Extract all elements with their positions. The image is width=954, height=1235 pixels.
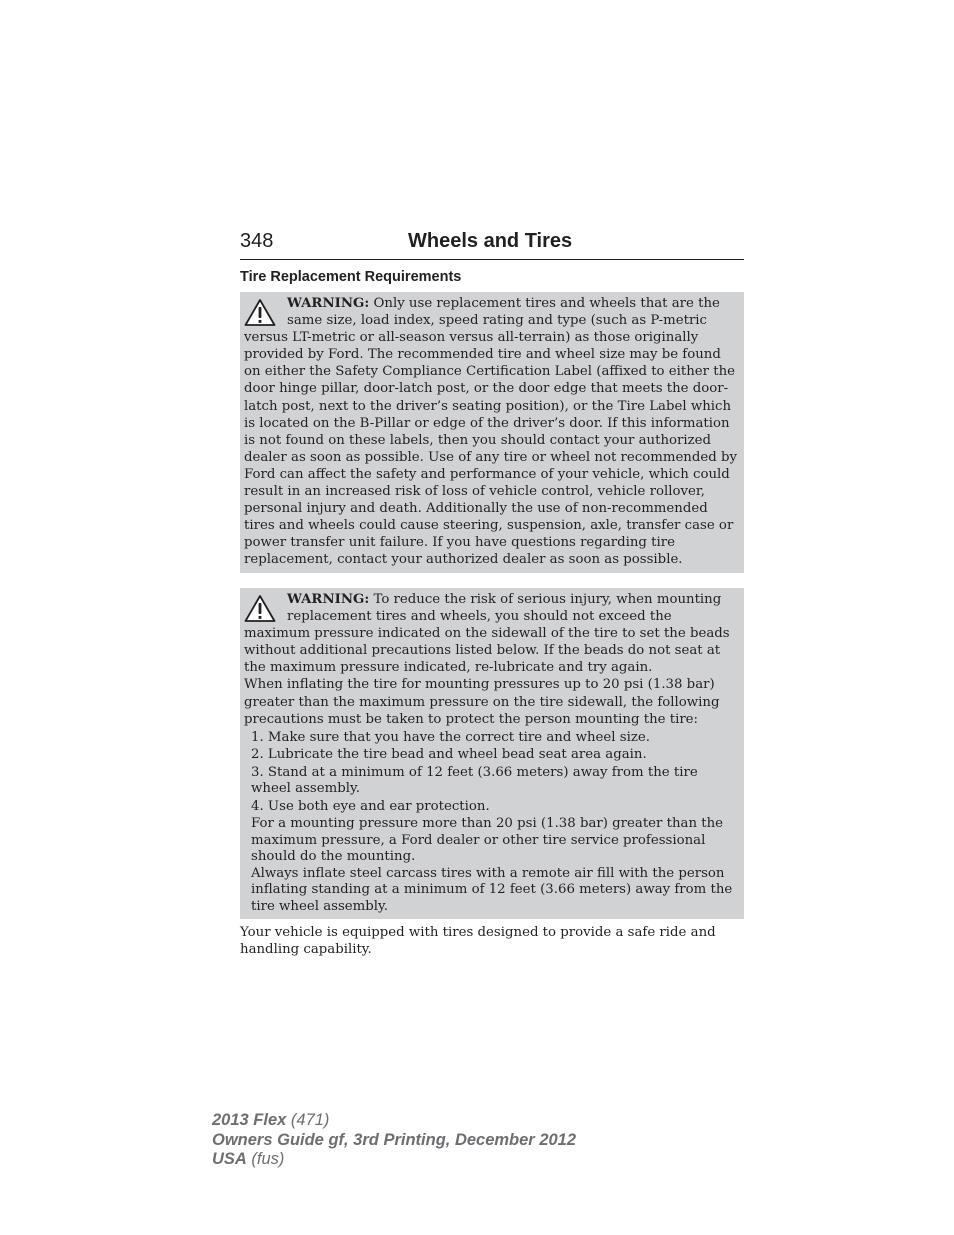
warning-text [244, 295, 739, 569]
footer-line-model [212, 1111, 576, 1131]
warning-body: Only use replacement tires and wheels that are the same size, load index, speed rating and type (such as P-metric versus LT-metric or all-season versus all-terrain) as those originally provided by Ford. The recommended tire and wheel size may be found on either the Safety Compliance Certification Label (affixed to either the door hinge pillar, door-latch post, or the door edge that meets the door-latch post, next to the driver’s seating position), or the Tire Label which is located on the B-Pillar or edge of the driver’s door. If this information is not found on these labels, then you should contact your authorized dealer as soon as possible. Use of any tire or wheel not recommended by Ford can affect the safety and performance of your vehicle, which could result in an increased risk of loss of vehicle control, vehicle rollover, personal injury and death. Additionally the use of non-recommended tires and wheels could cause steering, suspension, axle, transfer case or power transfer unit failure. If you have questions regarding tire replacement, contact your authorized dealer as soon as possible. [244, 296, 738, 568]
footer-model-code: (471) [286, 1111, 330, 1129]
page-header [240, 229, 744, 260]
warning-box-tire-size [240, 292, 744, 573]
warning-body: To reduce the risk of serious injury, when mounting replacement tires and wheels, you should not exceed the maximum pressure indicated on the sidewall of the tire to set the beads without additional precautions listed below. If the beads do not seat at the maximum pressure indicated, re-lubricate and try again. [244, 592, 730, 676]
warning-triangle-icon [244, 594, 280, 625]
precautions-list [251, 730, 739, 916]
list-item: 1. Make sure that you have the correct tire and wheel size. [251, 729, 650, 745]
body-text: Your vehicle is equipped with tires designed to provide a safe ride and handling capability. [240, 925, 716, 957]
page-footer [212, 1111, 576, 1170]
steel-carcass-note: Always inflate steel carcass tires with a remote air fill with the person inflating standing at a minimum of 12 feet (3.66 meters) away from the tire wheel assembly. [251, 865, 733, 914]
page-number: 348 [240, 230, 274, 252]
precautions-intro: When inflating the tire for mounting pressures up to 20 psi (1.38 bar) greater than the maximum pressure on the tire sidewall, the following precautions must be taken to protect the person mounting the tire: [244, 677, 720, 727]
section-title: Tire Replacement Requirements [240, 269, 462, 285]
chapter-title: Wheels and Tires [408, 230, 573, 252]
footer-model: 2013 Flex [212, 1111, 287, 1129]
warning-box-mounting-pressure [240, 588, 744, 919]
list-item: 3. Stand at a minimum of 12 feet (3.66 meters) away from the tire wheel assembly. [251, 764, 698, 797]
mounting-note: For a mounting pressure more than 20 psi (1.38 bar) greater than the maximum pressure, a Ford dealer or other tire service professional should do the mounting. [251, 816, 724, 865]
warning-label: WARNING: [287, 592, 370, 607]
warning-text [244, 591, 739, 676]
footer-market: USA [212, 1150, 247, 1168]
warning-label: WARNING: [287, 296, 370, 311]
footer-line-market [212, 1150, 576, 1170]
list-item: 2. Lubricate the tire bead and wheel bead seat area again. [251, 747, 647, 763]
warning-triangle-icon [244, 298, 280, 329]
footer-line-guide: Owners Guide gf, 3rd Printing, December 2012 [212, 1130, 577, 1149]
list-item: 4. Use both eye and ear protection. [251, 798, 490, 814]
footer-market-code: (fus) [246, 1150, 285, 1168]
